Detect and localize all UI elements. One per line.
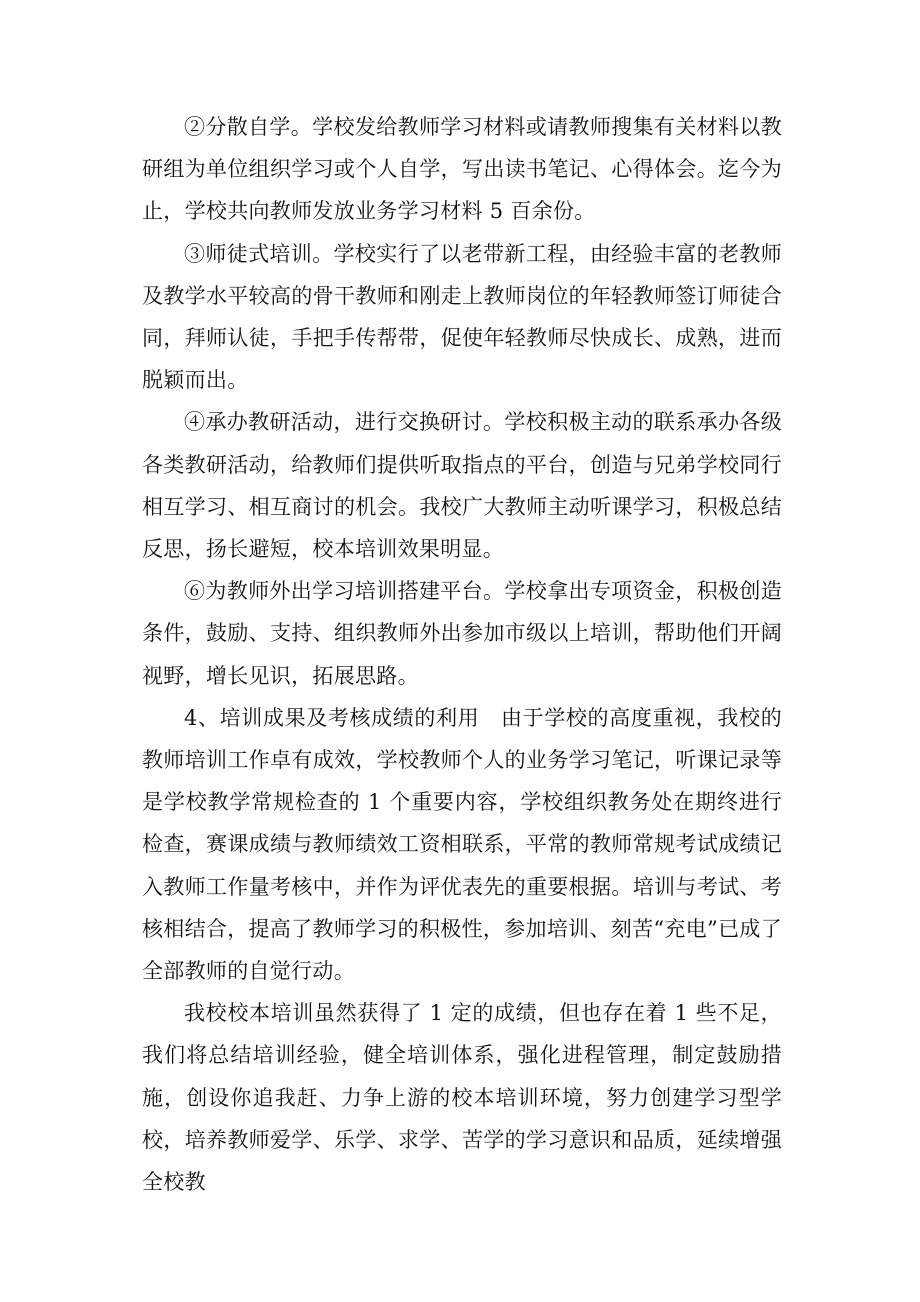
document-body bbox=[142, 106, 782, 1203]
paragraph-training-results: 4、培训成果及考核成绩的利用 由于学校的高度重视，我校的教师培训工作卓有成效，学校教师个人的业务学习笔记，听课记录等是学校教学常规检查的 1 个重要内容，学校组织教务处在期终进行检查，赛课成绩与教师绩效工资相联系，平常的教师常规考试成绩记入教师工作量考核中，并作为评优表先的重要根据。培训与考试、考核相结合，提高了教师学习的积极性，参加培训、刻苦“充电”已成了全部教师的自觉行动。 bbox=[142, 705, 782, 984]
paragraph-external-training: ⑥为教师外出学习培训搭建平台。学校拿出专项资金，积极创造条件，鼓励、支持、组织教师外出参加市级以上培训，帮助他们开阔视野，增长见识，拓展思路。 bbox=[142, 579, 782, 688]
paragraph-summary: 我校校本培训虽然获得了 1 定的成绩，但也存在着 1 些不足，我们将总结培训经验，健全培训体系，强化进程管理，制定鼓励措施，创设你追我赶、力争上游的校本培训环境，努力创建学习型学校，培养教师爱学、乐学、求学、苦学的学习意识和品质，延续增强全校教 bbox=[142, 1001, 782, 1195]
paragraph-self-study: ②分散自学。学校发给教师学习材料或请教师搜集有关材料以教研组为单位组织学习或个人自学，写出读书笔记、心得体会。迄今为止，学校共向教师发放业务学习材料 5 百余份。 bbox=[142, 115, 782, 224]
paragraph-teaching-research-activities: ④承办教研活动，进行交换研讨。学校积极主动的联系承办各级各类教研活动，给教师们提供听取指点的平台，创造与兄弟学校同行相互学习、相互商讨的机会。我校广大教师主动听课学习，积极总结反思，扬长避短，校本培训效果明显。 bbox=[142, 410, 782, 562]
paragraph-mentorship-training: ③师徒式培训。学校实行了以老带新工程，由经验丰富的老教师及教学水平较高的骨干教师和刚走上教师岗位的年轻教师签订师徒合同，拜师认徒，手把手传帮带，促使年轻教师尽快成长、成熟，进而脱颖而出。 bbox=[142, 241, 782, 393]
